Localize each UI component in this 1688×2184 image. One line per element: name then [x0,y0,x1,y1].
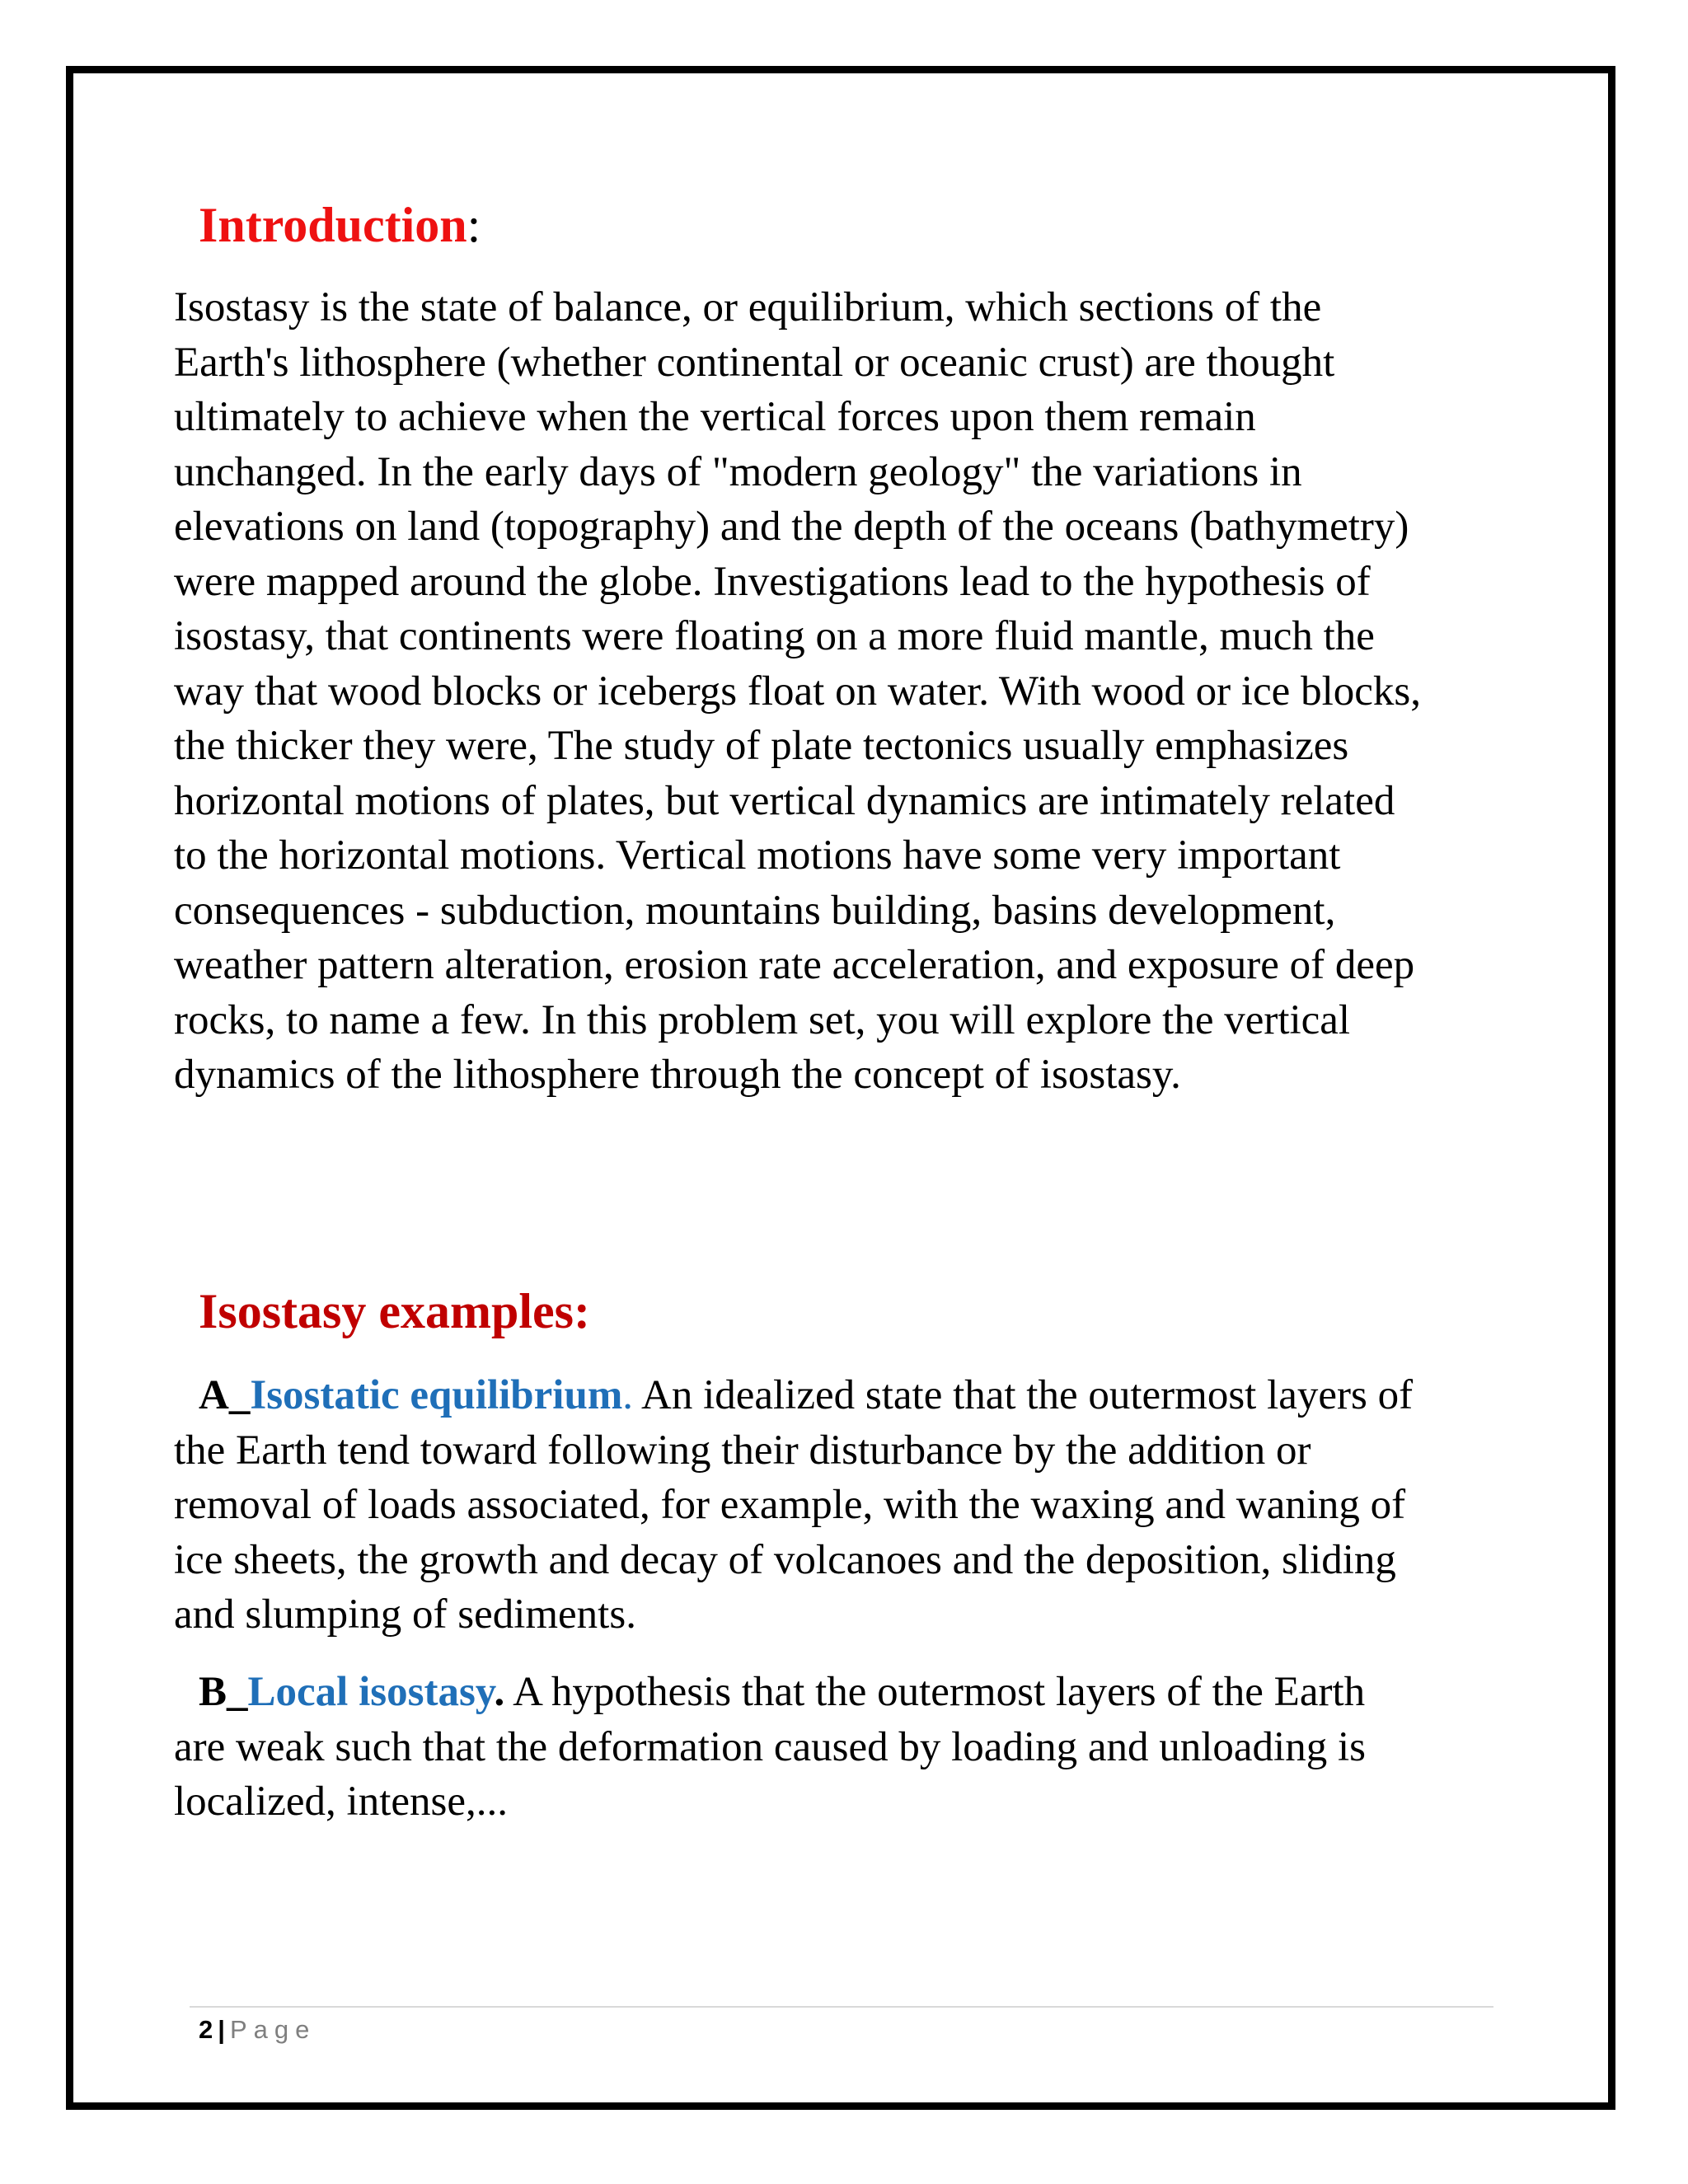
example-b-term: Local isostasy [247,1669,495,1715]
paragraph-line: the Earth tend toward following their disturbance by the addition or [174,1427,1311,1474]
paragraph-line: Earth's lithosphere (whether continental or oceanic crust) are thought [174,339,1335,386]
page-footer [199,2011,316,2049]
page-label: Page [229,2015,316,2044]
example-a-first-line-rest: An idealized state that the outermost layers of [633,1372,1414,1418]
footer-divider [190,2006,1493,2008]
example-a-letter: A_ [199,1372,251,1418]
paragraph-line: and slumping of sediments. [174,1591,636,1638]
paragraph-line: horizontal motions of plates, but vertical dynamics are intimately related [174,777,1395,824]
example-a-paragraph [174,1368,1526,1643]
paragraph-line: are weak such that the deformation caused by loading and unloading is [174,1723,1366,1770]
example-b-first-line-rest: A hypothesis that the outermost layers of the Earth [504,1669,1366,1715]
page-number: 2 [199,2015,213,2044]
paragraph-line: to the horizontal motions. Vertical motions have some very important [174,832,1341,879]
page-separator: | [218,2015,225,2044]
paragraph-line: elevations on land (topography) and the depth of the oceans (bathymetry) [174,504,1409,550]
paragraph-line: ice sheets, the growth and decay of volcanoes and the deposition, sliding [174,1536,1396,1583]
example-b-term-end: . [494,1669,505,1715]
paragraph-line: rocks, to name a few. In this problem set, you will explore the vertical [174,996,1351,1043]
paragraph-line: dynamics of the lithosphere through the concept of isostasy. [174,1052,1181,1098]
introduction-heading [199,195,481,255]
paragraph-line: Isostasy is the state of balance, or equilibrium, which sections of the [174,284,1322,330]
paragraph-line: ultimately to achieve when the vertical forces upon them remain [174,394,1256,440]
paragraph-line: way that wood blocks or icebergs float on water. With wood or ice blocks, [174,668,1421,715]
introduction-paragraph [174,280,1526,1103]
paragraph-line: consequences - subduction, mountains building, basins development, [174,887,1336,934]
example-a-term: Isostatic equilibrium [250,1372,623,1418]
paragraph-line: were mapped around the globe. Investigations lead to the hypothesis of [174,558,1371,605]
paragraph-line: localized, intense,... [174,1779,509,1825]
introduction-heading-colon: : [467,198,481,252]
example-a-term-end: . [622,1372,634,1418]
example-b-letter: B_ [199,1669,248,1715]
paragraph-line: weather pattern alteration, erosion rate acceleration, and exposure of deep [174,942,1415,988]
example-b-paragraph [174,1665,1526,1830]
paragraph-line: isostasy, that continents were floating on a more fluid mantle, much the [174,613,1375,659]
example-b-first-line [174,1665,1526,1720]
paragraph-line: removal of loads associated, for example, with the waxing and waning of [174,1482,1406,1528]
paragraph-line: the thicker they were, The study of plate tectonics usually emphasizes [174,723,1349,769]
examples-heading: Isostasy examples: [199,1284,590,1338]
paragraph-line: unchanged. In the early days of "modern geology" the variations in [174,448,1302,495]
example-a-first-line [174,1368,1526,1423]
introduction-heading-text: Introduction [199,198,467,252]
